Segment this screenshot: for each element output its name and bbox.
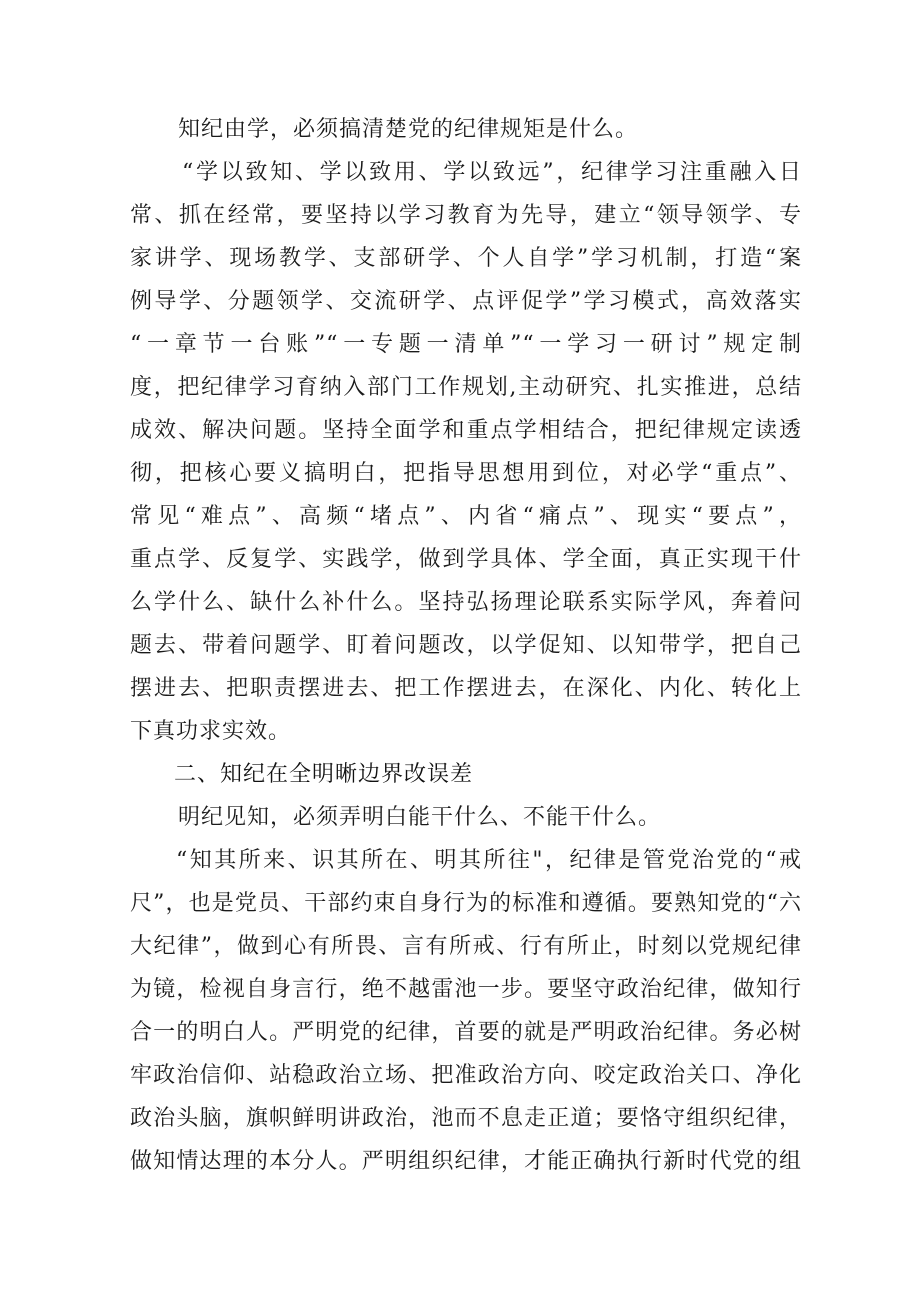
- paragraph-2-line-9: 常见“难点”、高频“堵点”、内省“痛点”、现实“要点”，: [130, 504, 802, 529]
- section-heading: 二、知纪在全明晰边界改误差: [174, 762, 474, 787]
- paragraph-2-line-5: “一章节一台账”“一专题一清单”“一学习一研讨”规定制: [130, 332, 802, 357]
- paragraph-2-line-2: 常、抓在经常，要坚持以学习教育为先导，建立“领导领学、专: [130, 203, 802, 228]
- paragraph-2-line-7: 成效、解决问题。坚持全面学和重点学相结合，把纪律规定读透: [130, 418, 802, 443]
- paragraph-2-line-4: 例导学、分题领学、交流研学、点评促学”学习模式，高效落实: [130, 289, 802, 314]
- paragraph-2-line-13: 摆进去、把职责摆进去、把工作摆进去，在深化、内化、转化上: [130, 676, 802, 701]
- paragraph-1-line-1: 知纪由学，必须搞清楚党的纪律规矩是什么。: [178, 117, 639, 142]
- paragraph-4-line-4: 为镜，检视自身言行，绝不越雷池一步。要坚守政治纪律，做知行: [130, 977, 802, 1002]
- paragraph-2-line-3: 家讲学、现场教学、支部研学、个人自学”学习机制，打造“案: [130, 246, 802, 271]
- paragraph-2-line-10: 重点学、反复学、实践学，做到学具体、学全面，真正实现干什: [130, 547, 802, 572]
- paragraph-2-line-1: “学以致知、学以致用、学以致远”，纪律学习注重融入日: [182, 160, 802, 185]
- paragraph-4-line-7: 政治头脑，旗帜鲜明讲政治，池而不息走正道；要恪守组织纪律，: [130, 1106, 802, 1131]
- paragraph-2-line-14: 下真功求实效。: [130, 719, 292, 744]
- paragraph-4-line-2: 尺”，也是党员、干部约束自身行为的标准和遵循。要熟知党的“六: [130, 891, 802, 916]
- paragraph-2-line-8: 彻，把核心要义搞明白，把指导思想用到位，对必学“重点”、: [130, 461, 802, 486]
- paragraph-2-line-11: 么学什么、缺什么补什么。坚持弘扬理论联系实际学风，奔着问: [130, 590, 802, 615]
- paragraph-4-line-1: “知其所来、识其所在、明其所往"，纪律是管党治党的“戒: [176, 848, 802, 873]
- paragraph-2-line-12: 题去、带着问题学、盯着问题改，以学促知、以知带学，把自己: [130, 633, 802, 658]
- paragraph-4-line-5: 合一的明白人。严明党的纪律，首要的就是严明政治纪律。务必树: [130, 1020, 802, 1045]
- paragraph-4-line-6: 牢政治信仰、站稳政治立场、把准政治方向、咬定政治关口、净化: [130, 1063, 802, 1088]
- paragraph-2-line-6: 度，把纪律学习育纳入部门工作规划,主动研究、扎实推进，总结: [130, 375, 802, 400]
- paragraph-3-line-1: 明纪见知，必须弄明白能干什么、不能干什么。: [178, 805, 662, 830]
- paragraph-4-line-3: 大纪律”，做到心有所畏、言有所戒、行有所止，时刻以党规纪律: [130, 934, 802, 959]
- paragraph-4-line-8: 做知情达理的本分人。严明组织纪律，才能正确执行新时代党的组: [130, 1149, 802, 1174]
